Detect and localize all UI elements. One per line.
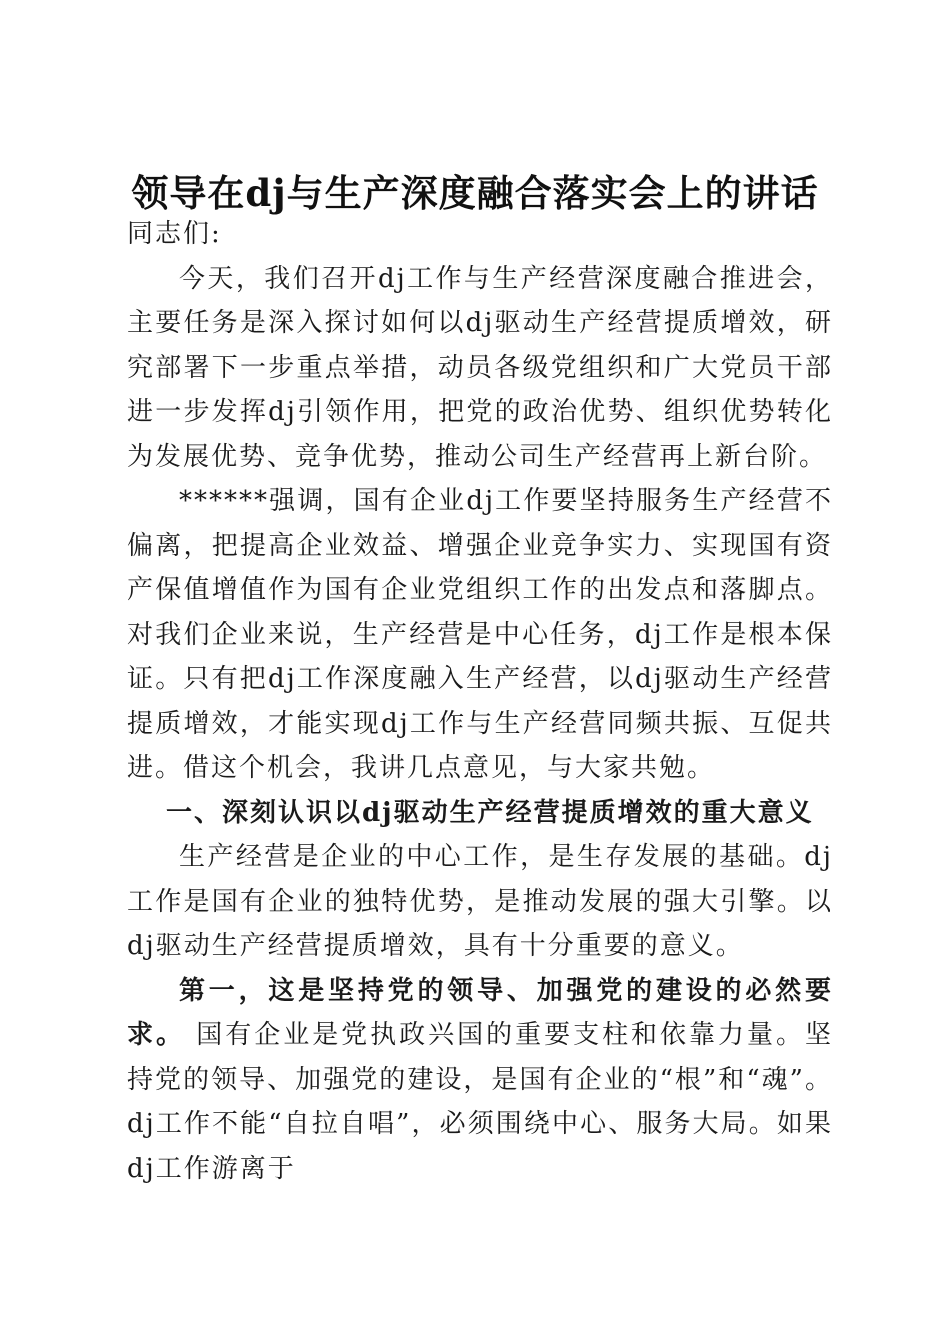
paragraph-emphasis: ******强调，国有企业dj工作要坚持服务生产经营不偏离，把提高企业效益、增强企业竞争实力、实现国有资产保值增值作为国有企业党组织工作的出发点和落脚点。对我们企业来说，生产经营是中心任务，dj工作是根本保证。只有把dj工作深度融入生产经营，以dj驱动生产经营提质增效，才能实现dj工作与生产经营同频共振、互促共进。借这个机会，我讲几点意见，与大家共勉。 (127, 486, 833, 783)
point-one-text: 国有企业是党执政兴国的重要支柱和依靠力量。坚持党的领导、加强党的建设，是国有企业的“根”和“魂”。dj工作不能“自拉自唱”，必须围绕中心、服务大局。如果dj工作游离于 (127, 1020, 833, 1184)
section-heading: 一、深刻认识以dj驱动生产经营提质增效的重大意义 (166, 797, 814, 828)
section-paragraph: 生产经营是企业的中心工作，是生存发展的基础。dj工作是国有企业的独特优势，是推动发展的强大引擎。以dj驱动生产经营提质增效，具有十分重要的意义。 (127, 842, 833, 961)
paragraph-intro: 今天，我们召开dj工作与生产经营深度融合推进会，主要任务是深入探讨如何以dj驱动生产经营提质增效，研究部署下一步重点举措，动员各级党组织和广大党员干部进一步发挥dj引领作用，把党的政治优势、组织优势转化为发展优势、竞争优势，推动公司生产经营再上新台阶。 (127, 263, 833, 472)
point-one-paragraph (127, 969, 833, 1192)
document-title: 领导在dj与生产深度融合落实会上的讲话 (131, 171, 819, 215)
document-body (127, 212, 833, 1191)
point-one-lead: 第一，这是坚持党的领导、加强党的建设的必然要求。 (127, 975, 833, 1050)
greeting: 同志们: (127, 219, 222, 249)
